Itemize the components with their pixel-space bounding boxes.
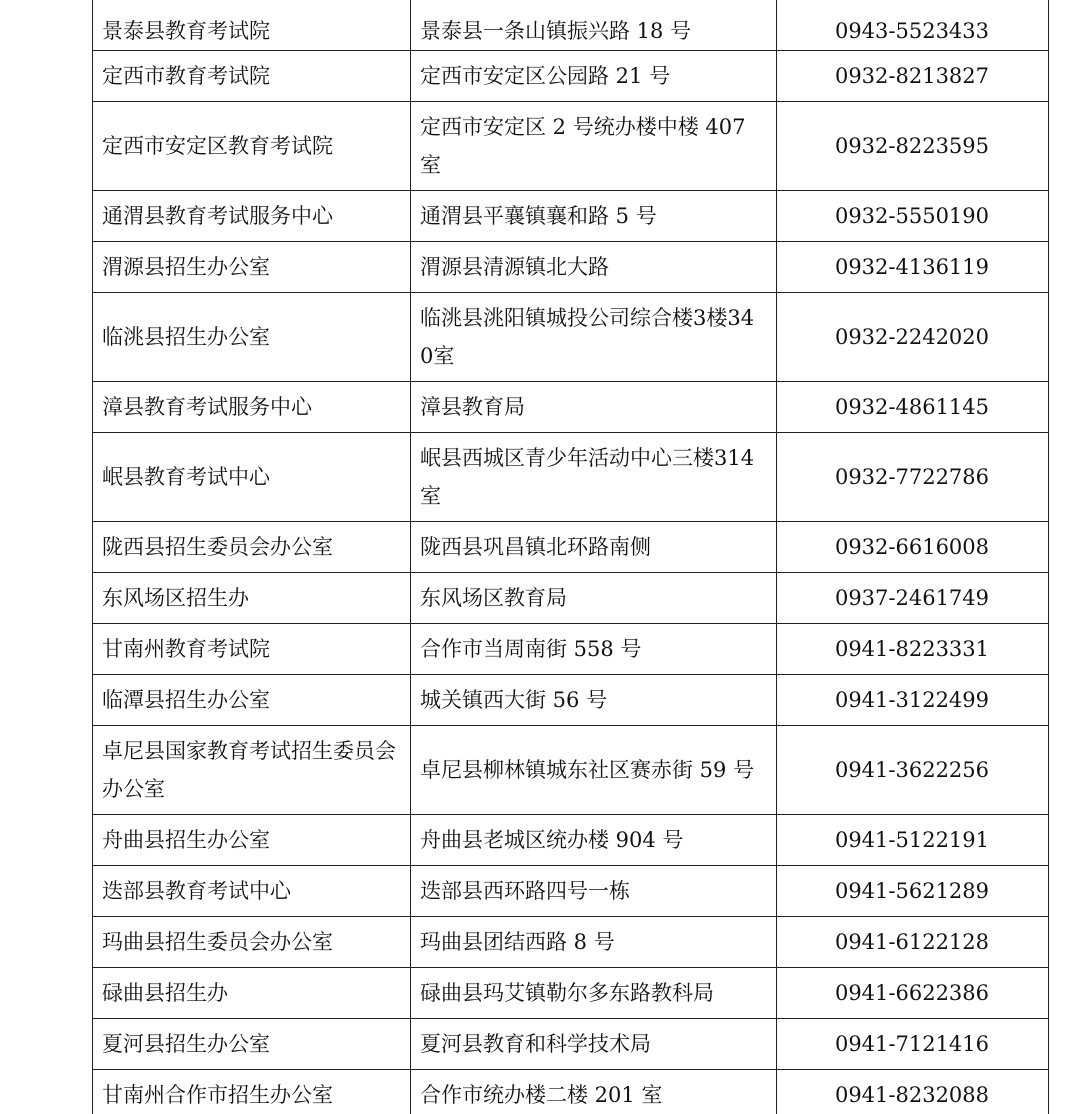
address-cell: 合作市当周南街 558 号	[411, 624, 777, 675]
address-cell: 陇西县巩昌镇北环路南侧	[411, 522, 777, 573]
address-cell: 定西市安定区 2 号统办楼中楼 407 室	[411, 102, 777, 191]
address-cell: 合作市统办楼二楼 201 室	[411, 1070, 777, 1114]
phone-cell: 0932-7722786	[777, 433, 1049, 522]
contact-table-container	[92, 0, 988, 1114]
phone-cell: 0932-8213827	[777, 51, 1049, 102]
phone-cell: 0932-8223595	[777, 102, 1049, 191]
table-row	[93, 815, 1049, 866]
table-row	[93, 675, 1049, 726]
table-row	[93, 624, 1049, 675]
address-cell: 通渭县平襄镇襄和路 5 号	[411, 191, 777, 242]
office-name-cell: 卓尼县国家教育考试招生委员会办公室	[93, 726, 411, 815]
table-row	[93, 191, 1049, 242]
phone-cell: 0941-5621289	[777, 866, 1049, 917]
address-cell: 漳县教育局	[411, 382, 777, 433]
table-row	[93, 433, 1049, 522]
table-row	[93, 1019, 1049, 1070]
office-name-cell: 渭源县招生办公室	[93, 242, 411, 293]
office-name-cell: 甘南州教育考试院	[93, 624, 411, 675]
table-row	[93, 382, 1049, 433]
phone-cell: 0941-6122128	[777, 917, 1049, 968]
phone-cell: 0932-2242020	[777, 293, 1049, 382]
office-name-cell: 夏河县招生办公室	[93, 1019, 411, 1070]
phone-cell: 0941-7121416	[777, 1019, 1049, 1070]
table-row	[93, 1070, 1049, 1114]
office-name-cell: 陇西县招生委员会办公室	[93, 522, 411, 573]
office-name-cell: 玛曲县招生委员会办公室	[93, 917, 411, 968]
address-cell: 城关镇西大街 56 号	[411, 675, 777, 726]
contact-table-body	[93, 0, 1049, 1114]
office-name-cell: 东风场区招生办	[93, 573, 411, 624]
table-row	[93, 242, 1049, 293]
office-name-cell: 景泰县教育考试院	[93, 0, 411, 51]
phone-cell: 0932-6616008	[777, 522, 1049, 573]
office-name-cell: 定西市教育考试院	[93, 51, 411, 102]
table-row	[93, 51, 1049, 102]
phone-cell: 0941-3122499	[777, 675, 1049, 726]
address-cell: 定西市安定区公园路 21 号	[411, 51, 777, 102]
address-cell: 夏河县教育和科学技术局	[411, 1019, 777, 1070]
address-cell: 玛曲县团结西路 8 号	[411, 917, 777, 968]
phone-cell: 0932-4136119	[777, 242, 1049, 293]
address-cell: 卓尼县柳林镇城东社区赛赤街 59 号	[411, 726, 777, 815]
phone-cell: 0941-3622256	[777, 726, 1049, 815]
address-cell: 东风场区教育局	[411, 573, 777, 624]
table-row	[93, 293, 1049, 382]
office-name-cell: 舟曲县招生办公室	[93, 815, 411, 866]
address-cell: 渭源县清源镇北大路	[411, 242, 777, 293]
office-name-cell: 临洮县招生办公室	[93, 293, 411, 382]
phone-cell: 0943-5523433	[777, 0, 1049, 51]
address-cell: 碌曲县玛艾镇勒尔多东路教科局	[411, 968, 777, 1019]
address-cell: 临洮县洮阳镇城投公司综合楼3楼340室	[411, 293, 777, 382]
table-row	[93, 0, 1049, 51]
table-row	[93, 102, 1049, 191]
table-row	[93, 573, 1049, 624]
phone-cell: 0932-4861145	[777, 382, 1049, 433]
address-cell: 迭部县西环路四号一栋	[411, 866, 777, 917]
phone-cell: 0941-8232088	[777, 1070, 1049, 1114]
table-row	[93, 522, 1049, 573]
address-cell: 景泰县一条山镇振兴路 18 号	[411, 0, 777, 51]
table-row	[93, 968, 1049, 1019]
office-name-cell: 通渭县教育考试服务中心	[93, 191, 411, 242]
office-name-cell: 岷县教育考试中心	[93, 433, 411, 522]
office-name-cell: 甘南州合作市招生办公室	[93, 1070, 411, 1114]
office-name-cell: 临潭县招生办公室	[93, 675, 411, 726]
office-name-cell: 碌曲县招生办	[93, 968, 411, 1019]
contact-table	[92, 0, 1049, 1114]
address-cell: 岷县西城区青少年活动中心三楼314室	[411, 433, 777, 522]
table-row	[93, 866, 1049, 917]
phone-cell: 0941-6622386	[777, 968, 1049, 1019]
office-name-cell: 漳县教育考试服务中心	[93, 382, 411, 433]
phone-cell: 0941-5122191	[777, 815, 1049, 866]
table-row	[93, 917, 1049, 968]
phone-cell: 0941-8223331	[777, 624, 1049, 675]
phone-cell: 0937-2461749	[777, 573, 1049, 624]
address-cell: 舟曲县老城区统办楼 904 号	[411, 815, 777, 866]
phone-cell: 0932-5550190	[777, 191, 1049, 242]
office-name-cell: 迭部县教育考试中心	[93, 866, 411, 917]
office-name-cell: 定西市安定区教育考试院	[93, 102, 411, 191]
table-row	[93, 726, 1049, 815]
